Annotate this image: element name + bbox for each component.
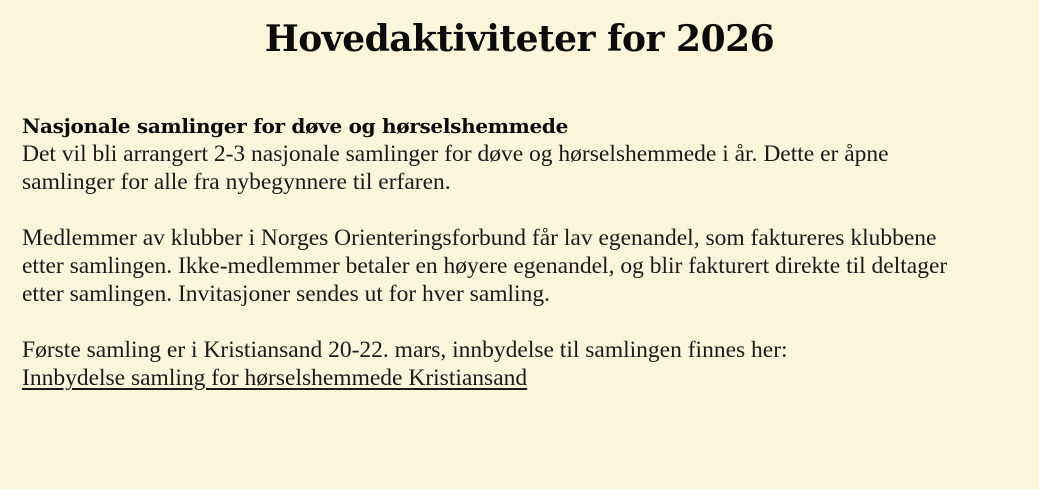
paragraph-intro: Det vil bli arrangert 2-3 nasjonale samlinger for døve og hørselshemmede i år. Dette er åpne samlinger for alle fra nybegynnere til erfaren. [22,141,889,195]
paragraph-first-gathering [22,336,1022,392]
first-gathering-text: Første samling er i Kristiansand 20-22. mars, innbydelse til samlingen finnes her: [22,337,788,363]
section-heading: Nasjonale samlinger for døve og hørselshemmede [22,114,569,138]
paragraph-fees: Medlemmer av klubber i Norges Orienteringsforbund får lav egenandel, som faktureres klubbene etter samlingen. Ikke-medlemmer betaler en høyere egenandel, og blir fakturert direkte til deltager etter samlingen. Invitasjoner sendes ut for hver samling. [22,225,948,307]
page-title: Hovedaktiviteter for 2026 [264,18,775,60]
invitation-link[interactable]: Innbydelse samling for hørselshemmede Kristiansand [22,365,528,391]
section-content [22,112,1022,392]
